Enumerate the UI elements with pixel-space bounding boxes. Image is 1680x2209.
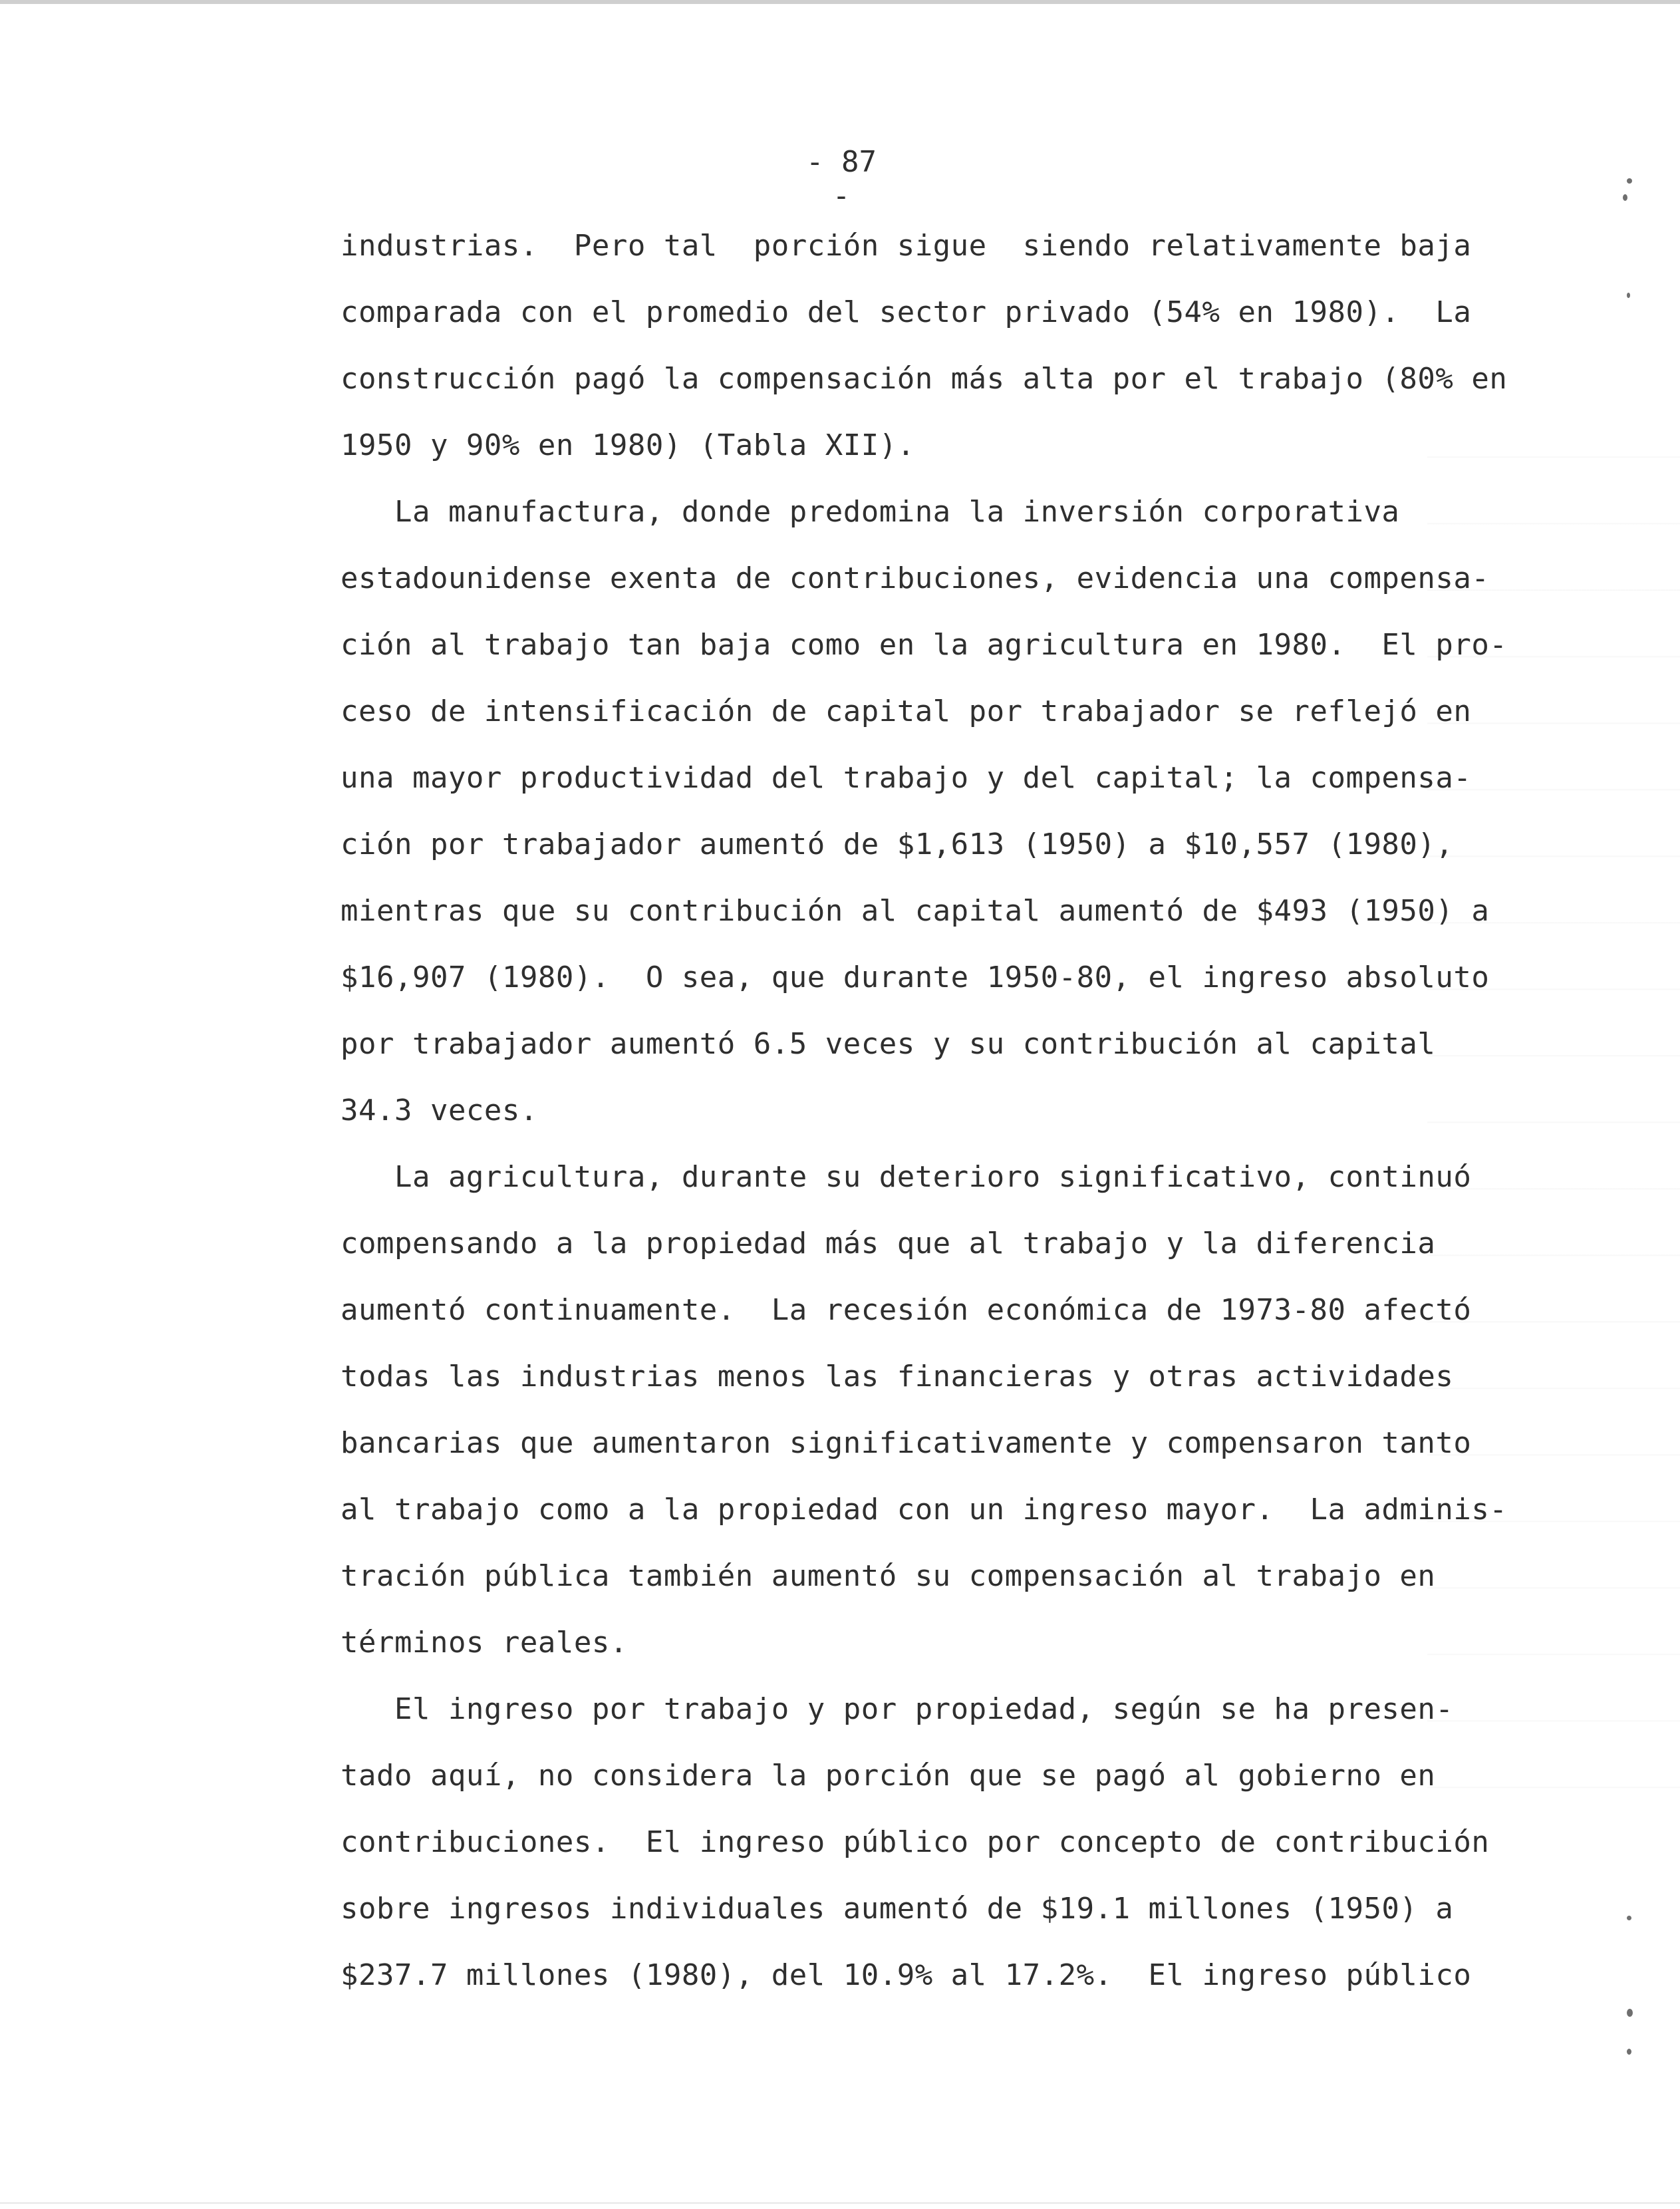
- top-edge-rule: [0, 0, 1680, 4]
- text-line: $16,907 (1980). O sea, que durante 1950-80, el ingreso absoluto: [341, 960, 1490, 994]
- text-line: bancarias que aumentaron significativamente y compensaron tanto: [341, 1426, 1472, 1460]
- text-line: contribuciones. El ingreso público por concepto de contribución: [341, 1825, 1490, 1859]
- scan-speck: [1623, 194, 1627, 201]
- text-line: por trabajador aumentó 6.5 veces y su contribución al capital: [341, 1027, 1436, 1061]
- text-line: La agricultura, durante su deterioro significativo, continuó: [341, 1160, 1472, 1194]
- text-line: todas las industrias menos las financieras y otras actividades: [341, 1360, 1454, 1394]
- text-line: tado aquí, no considera la porción que se pagó al gobierno en: [341, 1759, 1436, 1793]
- scan-speck: [1627, 2049, 1631, 2055]
- text-line: ceso de intensificación de capital por trabajador se reflejó en: [341, 694, 1472, 728]
- bottom-edge-rule: [0, 2202, 1680, 2204]
- text-line: 1950 y 90% en 1980) (Tabla XII).: [341, 428, 915, 462]
- text-line: al trabajo como a la propiedad con un ingreso mayor. La adminis-: [341, 1493, 1508, 1527]
- text-line: ción por trabajador aumentó de $1,613 (1950) a $10,557 (1980),: [341, 827, 1454, 861]
- text-line: sobre ingresos individuales aumentó de $19.1 millones (1950) a: [341, 1892, 1454, 1926]
- scan-speck: [1627, 2009, 1633, 2017]
- text-line: 34.3 veces.: [341, 1094, 538, 1127]
- text-line: El ingreso por trabajo y por propiedad, según se ha presen-: [341, 1692, 1454, 1726]
- text-line: $237.7 millones (1980), del 10.9% al 17.2%. El ingreso público: [341, 1958, 1472, 1992]
- text-line: tración pública también aumentó su compensación al trabajo en: [341, 1559, 1436, 1593]
- text-line: construcción pagó la compensación más alta por el trabajo (80% en: [341, 362, 1508, 396]
- text-line: términos reales.: [341, 1626, 628, 1660]
- text-line: compensando a la propiedad más que al trabajo y la diferencia: [341, 1227, 1436, 1260]
- typed-text-body: [341, 213, 1524, 2009]
- text-line: estadounidense exenta de contribuciones, evidencia una compensa-: [341, 561, 1490, 595]
- text-line: comparada con el promedio del sector privado (54% en 1980). La: [341, 295, 1472, 329]
- text-line: aumentó continuamente. La recesión económica de 1973-80 afectó: [341, 1293, 1472, 1327]
- text-line: La manufactura, donde predomina la inversión corporativa: [341, 495, 1400, 529]
- scan-speck: [1627, 1916, 1631, 1920]
- text-line: mientras que su contribución al capital aumentó de $493 (1950) a: [341, 894, 1490, 928]
- scan-speck: [1627, 293, 1630, 298]
- scan-speck: [1627, 178, 1632, 184]
- text-line: industrias. Pero tal porción sigue siendo relativamente baja: [341, 229, 1472, 263]
- text-line: una mayor productividad del trabajo y del capital; la compensa-: [341, 761, 1472, 795]
- text-line: ción al trabajo tan baja como en la agricultura en 1980. El pro-: [341, 628, 1508, 662]
- page-number: - 87 -: [806, 145, 877, 213]
